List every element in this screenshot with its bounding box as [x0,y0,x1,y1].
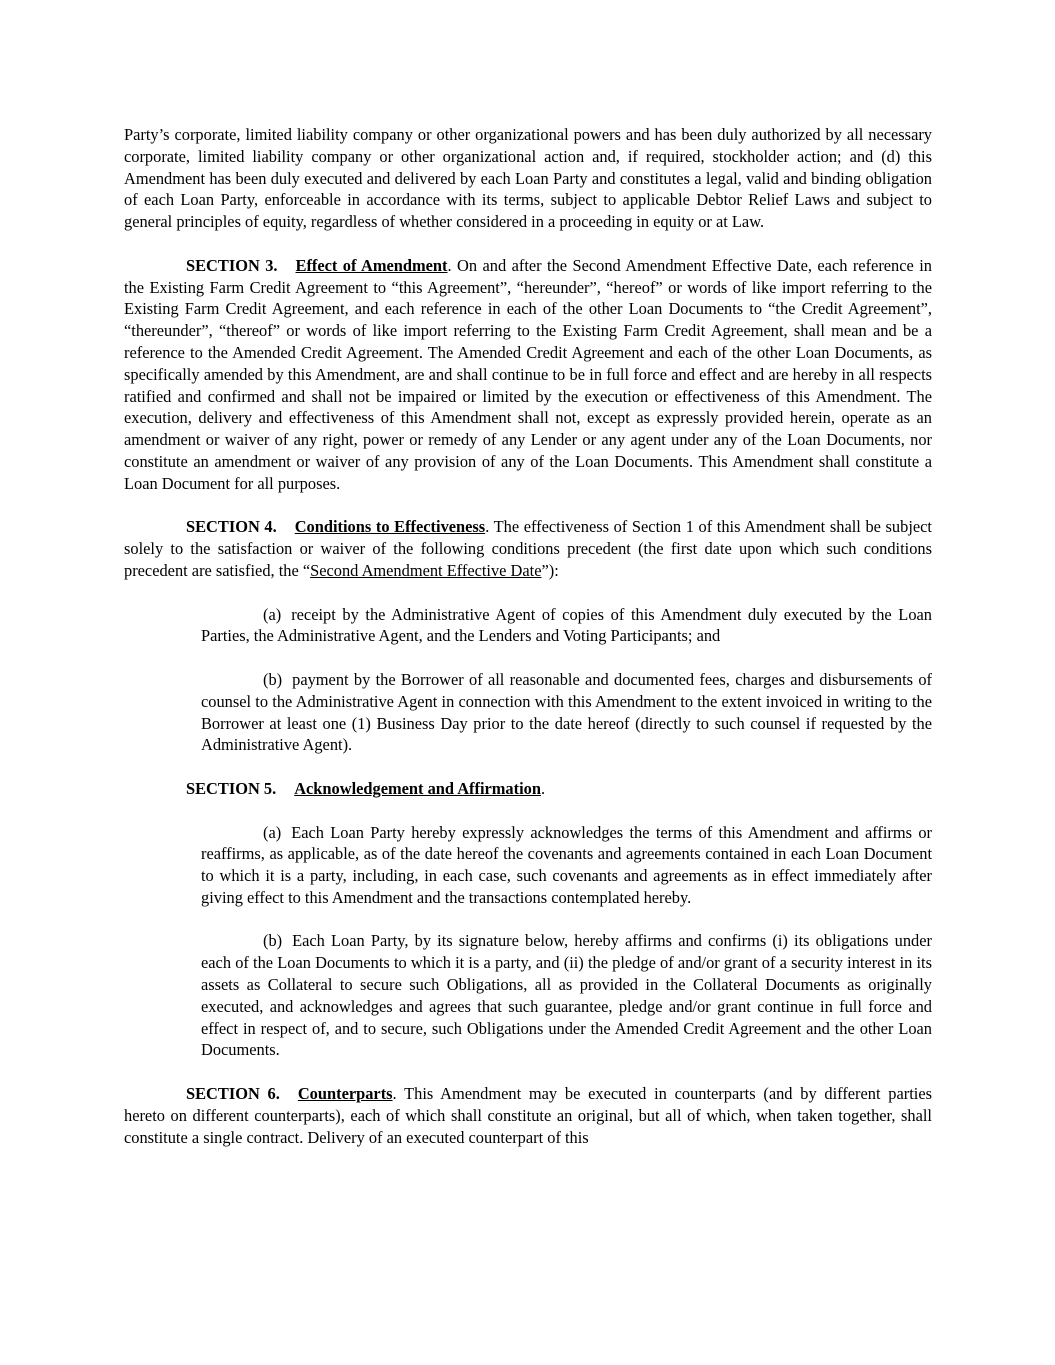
section-3-text: . On and after the Second Amendment Effective Date, each reference in the Existing Farm Credit Agreement to “this Agreement”, “hereunder”, “hereof” or words of like import referring to the Existing Farm Credit Agreement, and each reference in each of the other Loan Documents to “the Credit Agreement”, “thereunder”, “thereof” or words of like import referring to the Existing Farm Credit Agreement, shall mean and be a reference to the Amended Credit Agreement. The Amended Credit Agreement and each of the other Loan Documents, as specifically amended by this Amendment, are and shall continue to be in full force and effect and are hereby in all respects ratified and confirmed and shall not be impaired or limited by the execution or effectiveness of this Amendment. The execution, delivery and effectiveness of this Amendment shall not, except as expressly provided herein, operate as an amendment or waiver of any right, power or remedy of any Lender or any agent under any of the Loan Documents, nor constitute an amendment or waiver of any provision of any of the Loan Documents. This Amendment shall constitute a Loan Document for all purposes. [124,255,932,493]
item-marker: (b) [263,931,283,951]
item-marker: (a) [263,604,282,624]
section-6-text: . This Amendment may be executed in counterparts (and by different parties hereto on different counterparts), each of which shall constitute an original, but all of which, when taken together, shall constitute a single contract. Delivery of an executed counterpart of this [124,1084,932,1147]
intro-paragraph: Party’s corporate, limited liability company or other organizational powers and has been duly authorized by all necessary corporate, limited liability company or other organizational action and, if required, stockholder action; and (d) this Amendment has been duly executed and delivered by each Loan Party and constitutes a legal, valid and binding obligation of each Loan Party, enforceable in accordance with its terms, subject to applicable Debtor Relief Laws and subject to general principles of equity, regardless of whether considered in a proceeding in equity or at Law. [124,125,932,232]
item-text: payment by the Borrower of all reasonable and documented fees, charges and disbursements of counsel to the Administrative Agent in connection with this Amendment to the extent invoiced in writing to the Borrower at least one (1) Business Day prior to the date hereof (directly to such counsel if requested by the Administrative Agent). [201,669,932,755]
section-6-title: Counterparts [297,1084,393,1104]
section-5-item-b [201,930,932,1061]
section-5-text: . [540,778,546,798]
item-text: receipt by the Administrative Agent of copies of this Amendment duly executed by the Loan Parties, the Administrative Agent, and the Lenders and Voting Participants; and [201,604,932,646]
section-6-label: SECTION 6. [186,1084,280,1104]
section-5-item-a [201,822,932,909]
section-4-label: SECTION 4. [186,517,277,537]
section-3-paragraph [124,255,932,495]
section-5-label: SECTION 5. [186,778,277,798]
section-4-text: . The effectiveness of Section 1 of this Amendment shall be subject solely to the satisfaction or waiver of the following conditions precedent (the first date upon which such conditions precedent are satisfied, the “ [124,517,932,580]
section-4-title: Conditions to Effectiveness [294,517,486,537]
item-marker: (b) [263,669,283,689]
section-4-item-b [201,669,932,756]
section-5-paragraph [124,778,932,800]
item-marker: (a) [263,822,282,842]
section-4-paragraph [124,516,932,581]
section-3-title: Effect of Amendment [295,255,448,275]
section-5-title: Acknowledgement and Affirmation [294,778,541,798]
section-6-paragraph [124,1083,932,1148]
section-4-item-a [201,604,932,648]
section-3-label: SECTION 3. [186,255,278,275]
document-page [124,124,932,1148]
section-4-text-end: ”): [541,560,559,580]
section-4-defined-term: Second Amendment Effective Date [310,560,542,580]
item-text: Each Loan Party hereby expressly acknowledges the terms of this Amendment and affirms or reaffirms, as applicable, as of the date hereof the covenants and agreements contained in each Loan Document to which it is a party, including, in each case, such covenants and agreements as in effect immediately after giving effect to this Amendment and the transactions contemplated hereby. [201,822,932,907]
item-text: Each Loan Party, by its signature below, hereby affirms and confirms (i) its obligations under each of the Loan Documents to which it is a party, and (ii) the pledge of and/or grant of a security interest in its assets as Collateral to secure such Obligations, all as provided in the Collateral Documents as originally executed, and acknowledges and agrees that such guarantee, pledge and/or grant continue in full force and effect in respect of, and to secure, such Obligations under the Amended Credit Agreement and the other Loan Documents. [201,931,932,1060]
